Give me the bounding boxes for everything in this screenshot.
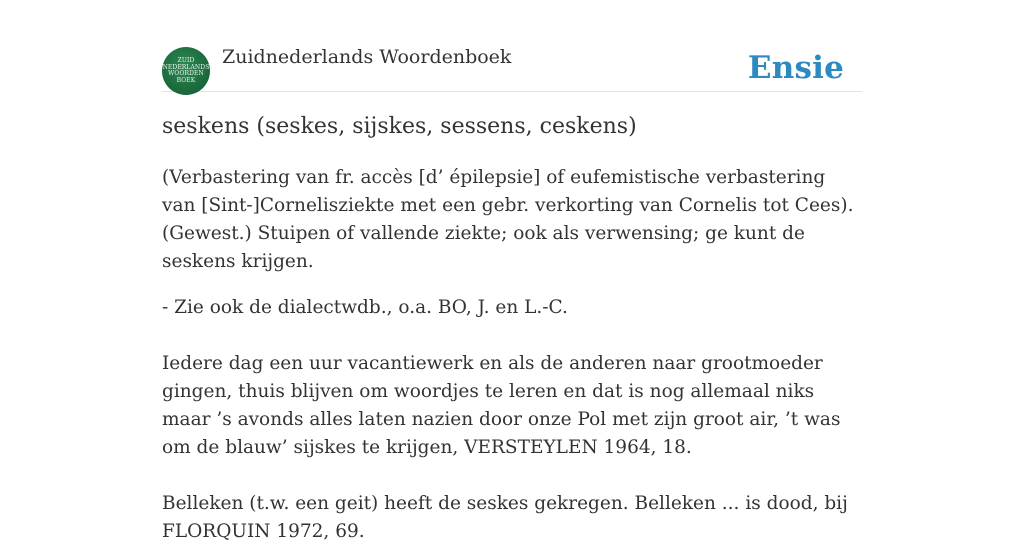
site-header [162,45,862,92]
entry-content [162,114,862,546]
logo-line: NEDERLANDS [162,63,210,71]
entry-quote: Iedere dag een uur vacantiewerk en als de anderen naar grootmoeder gingen, thuis blijven om woordjes te leren en dat is nog allemaal niks maar ’s avonds alles laten nazien door onze Pol met zijn groot air, ’t was om de blauw’ sijskes te krijgen, VERSTEYLEN 1964, 18. [162,353,841,458]
site-title-link[interactable]: Zuidnederlands Woordenboek [222,46,512,68]
entry-quote: Belleken (t.w. een geit) heeft de seskes gekregen. Belleken ... is dood, bij FLORQUIN 1972, 69. [162,493,848,542]
site-logo[interactable] [162,47,210,95]
entry-definition: (Verbastering van fr. accès [d’ épilepsie] of eufemistische verbastering van [Sint-]Cornelisziekte met een gebr. verkorting van Cornelis tot Cees). (Gewest.) Stuipen of vallende ziekte; ook als verwensing; ge kunt de seskens krijgen. [162,167,854,272]
logo-line: BOEK [176,76,196,84]
logo-line: ZUID [177,57,195,64]
entry-see-also: - Zie ook de dialectwdb., o.a. BO, J. en L.-C. [162,297,568,318]
logo-line: WOORDEN [168,70,204,77]
ensie-brand-link[interactable]: Ensie [747,50,844,86]
entry-title: seskens (seskes, sijskes, sessens, ceskens) [162,114,637,139]
